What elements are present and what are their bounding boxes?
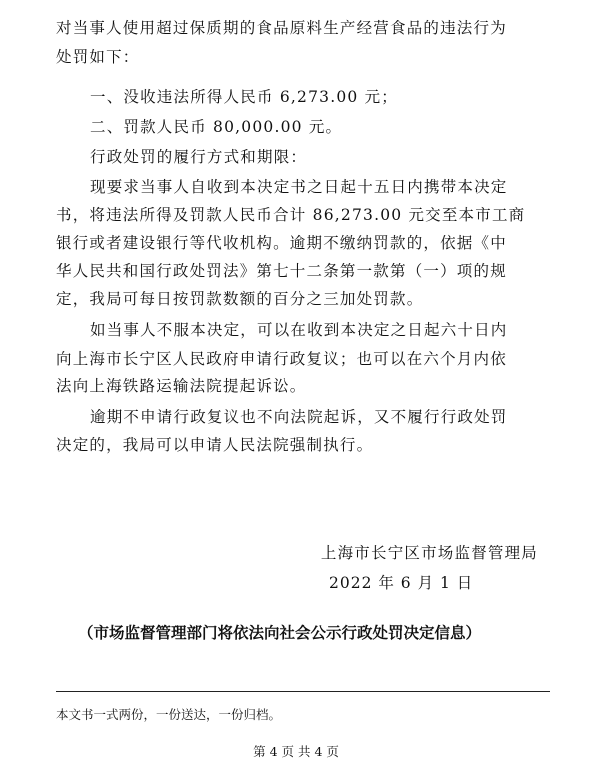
penalty-item-fine: 二、罚款人民币 80,000.00 元。 [90,118,343,136]
penalty-item-confiscation: 一、没收违法所得人民币 6,273.00 元； [90,88,398,106]
body-line: 向上海市长宁区人民政府申请行政复议；也可以在六个月内依 [56,350,507,368]
issuing-organization: 上海市长宁区市场监督管理局 [320,544,538,562]
body-line: 书，将违法所得及罚款人民币合计 86,273.00 元交至本市工商 [56,206,526,224]
body-line: 处罚如下： [56,48,140,66]
section-heading-payment: 行政处罚的履行方式和期限： [90,148,308,166]
issue-date: 2022 年 6 月 1 日 [329,574,474,592]
body-line: 银行或者建设银行等代收机构。逾期不缴纳罚款的，依据《中 [56,234,507,252]
body-line: 现要求当事人自收到本决定书之日起十五日内携带本决定 [90,178,508,196]
body-line: 定，我局可每日按罚款数额的百分之三加处罚款。 [56,290,424,308]
public-notice: （市场监督管理部门将依法向社会公示行政处罚决定信息） [78,624,482,642]
body-line: 决定的，我局可以申请人民法院强制执行。 [56,436,374,454]
body-line: 法向上海铁路运输法院提起诉讼。 [56,377,307,395]
page-number: 第 4 页 共 4 页 [253,744,339,759]
body-line: 对当事人使用超过保质期的食品原料生产经营食品的违法行为 [56,19,507,37]
divider [56,691,550,692]
body-line: 如当事人不服本决定，可以在收到本决定之日起六十日内 [90,321,508,339]
body-line: 华人民共和国行政处罚法》第七十二条第一款第（一）项的规 [56,262,507,280]
footnote: 本文书一式两份，一份送达，一份归档。 [56,707,282,722]
body-line: 逾期不申请行政复议也不向法院起诉，又不履行行政处罚 [90,408,508,426]
